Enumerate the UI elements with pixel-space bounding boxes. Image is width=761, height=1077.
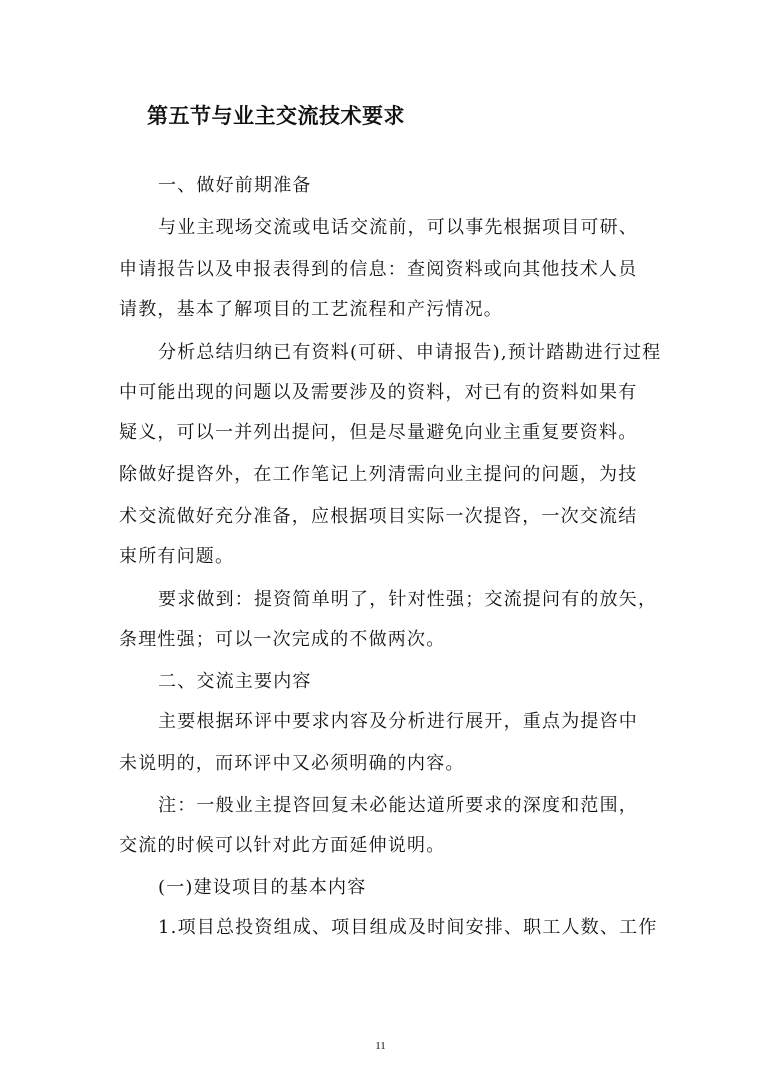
page-number: 11 [375, 1040, 386, 1052]
paragraph-line: 中可能出现的问题以及需要涉及的资料，对已有的资料如果有 [119, 382, 638, 403]
paragraph-line: 束所有问题。 [119, 546, 235, 567]
paragraph-line: 交流的时候可以针对此方面延伸说明。 [119, 835, 446, 856]
paragraph-line: 未说明的，而环评中又必须明确的内容。 [119, 753, 465, 774]
paragraph-line: 术交流做好充分准备，应根据项目实际一次提咨，一次交流结 [119, 506, 638, 527]
subsection-heading: 一、做好前期准备 [158, 175, 312, 196]
section-title: 第五节与业主交流技术要求 [147, 103, 405, 128]
paragraph-line: 除做好提咨外，在工作笔记上列清需向业主提问的问题，为技 [119, 464, 638, 485]
subsection-heading: (一)建设项目的基本内容 [158, 877, 367, 898]
paragraph-line: 要求做到：提资简单明了，针对性强；交流提问有的放矢， [158, 589, 658, 610]
paragraph-line: 疑义，可以一并列出提问，但是尽量避免向业主重复要资料。 [119, 422, 638, 443]
paragraph-line: 申请报告以及申报表得到的信息：查阅资料或向其他技术人员 [119, 259, 638, 280]
paragraph-line: 与业主现场交流或电话交流前，可以事先根据项目可研、 [158, 217, 638, 238]
paragraph-line: 1.项目总投资组成、项目组成及时间安排、职工人数、工作 [158, 917, 658, 938]
paragraph-line: 请教，基本了解项目的工艺流程和产污情况。 [119, 299, 503, 320]
paragraph-line: 条理性强；可以一次完成的不做两次。 [119, 629, 446, 650]
paragraph-line: 注：一般业主提咨回复未必能达道所要求的深度和范围， [158, 795, 638, 816]
paragraph-line: 分析总结归纳已有资料(可研、申请报告),预计踏勘进行过程 [158, 342, 662, 363]
subsection-heading: 二、交流主要内容 [158, 671, 312, 692]
paragraph-line: 主要根据环评中要求内容及分析进行展开，重点为提咨中 [158, 711, 638, 732]
